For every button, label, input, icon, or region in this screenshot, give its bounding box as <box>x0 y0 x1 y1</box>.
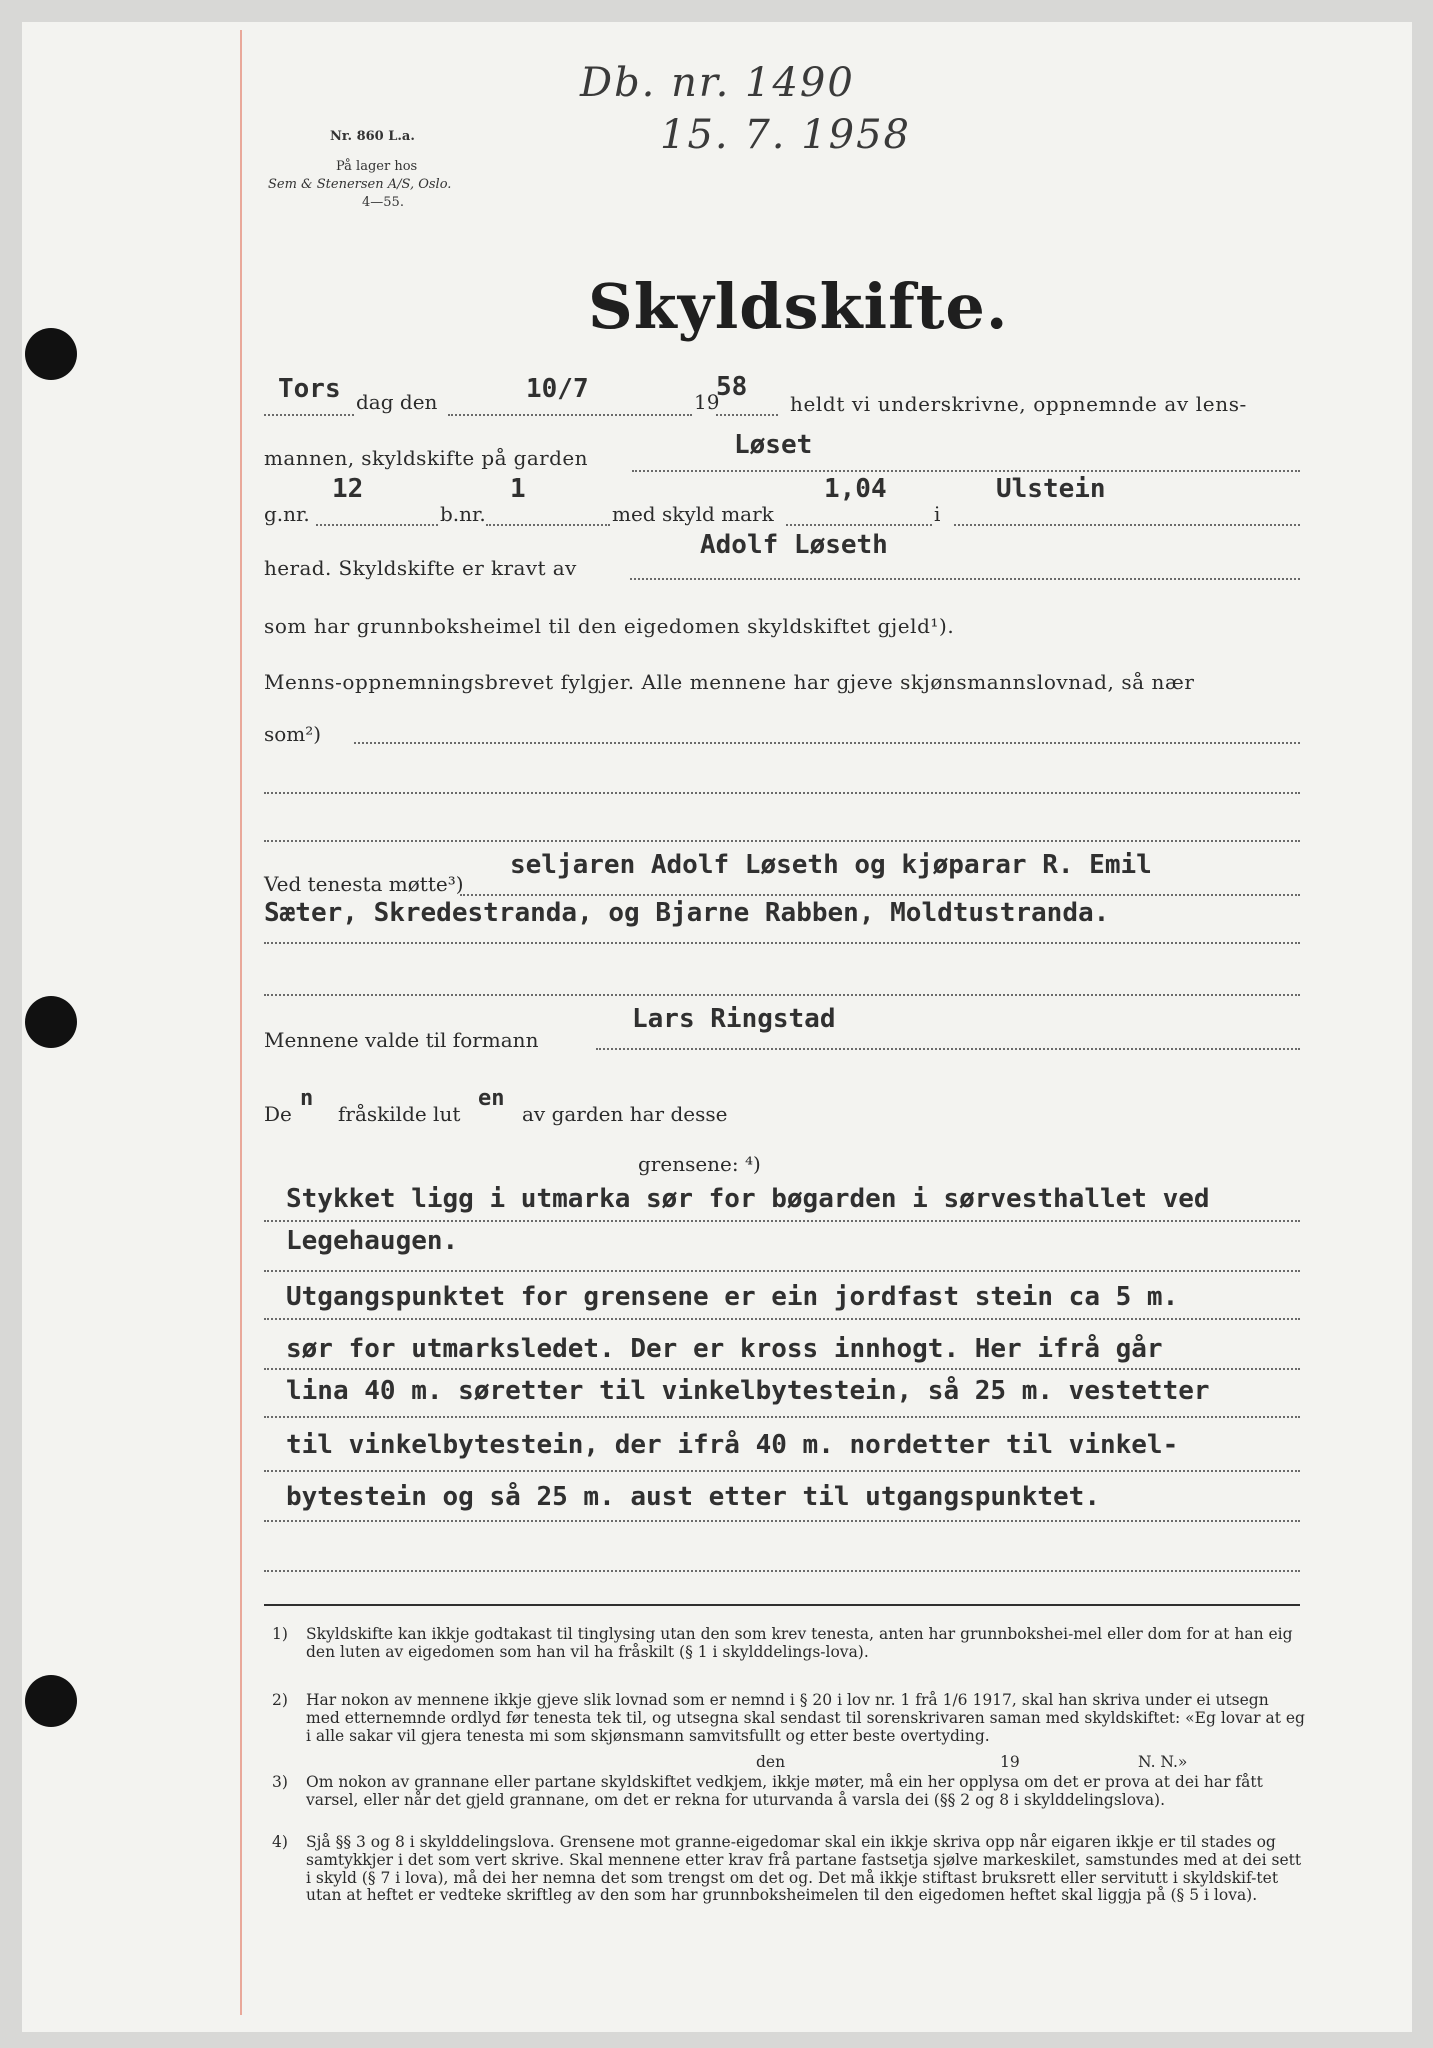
handwritten-date: 15. 7. 1958 <box>660 112 912 158</box>
fill-line <box>786 524 932 526</box>
boundary-line-4: sør for utmarksledet. Der er kross innhogt. Her ifrå går <box>286 1334 1163 1364</box>
boundary-line-3: Utgangspunktet for grensene er ein jordfast stein ca 5 m. <box>286 1282 1179 1312</box>
fill-line <box>630 578 1300 580</box>
oath-text: Menns-oppnemningsbrevet fylgjer. Alle mennene har gjeve skjønsmannslovnad, så nær <box>264 670 1195 694</box>
boundaries-label: grensene: ⁴) <box>638 1152 761 1176</box>
attendees-line-2: Sæter, Skredestranda, og Bjarne Rabben, Moldtustranda. <box>264 898 1110 928</box>
lut-label: fråskilde lut <box>338 1102 461 1126</box>
intro-text: heldt vi underskrivne, oppnemnde av lens- <box>790 392 1247 416</box>
attendees-line-1: seljaren Adolf Løseth og kjøparar R. Emil <box>510 850 1152 880</box>
fill-line <box>448 414 692 416</box>
chairman-label: Mennene valde til formann <box>264 1028 539 1052</box>
punch-hole-top <box>25 328 77 380</box>
boundary-line-6: til vinkelbytestein, der ifrå 40 m. nordetter til vinkel- <box>286 1430 1179 1460</box>
i-label: i <box>934 502 941 526</box>
gnr-label: g.nr. <box>264 502 310 526</box>
punch-hole-middle <box>25 996 77 1048</box>
heimel-text: som har grunnboksheimel til den eigedomen skyldskiftet gjeld¹). <box>264 614 955 638</box>
de-label: De <box>264 1102 292 1126</box>
attendees-label: Ved tenesta møtte³) <box>264 872 464 896</box>
footnote-3 <box>272 1774 1306 1834</box>
skyld-value: 1,04 <box>824 474 887 504</box>
fill-line <box>264 1570 1300 1572</box>
de-suffix: n <box>300 1086 314 1111</box>
fill-line <box>264 1270 1300 1272</box>
footnote-4-number: 4) <box>272 1833 288 1851</box>
lut-suffix: en <box>478 1086 505 1111</box>
fill-line <box>460 894 1300 896</box>
punch-hole-bottom <box>25 1675 77 1727</box>
bnr-value: 1 <box>510 474 526 504</box>
farm-label: mannen, skyldskifte på garden <box>264 446 588 470</box>
fill-line <box>716 414 778 416</box>
form-number: Nr. 860 L.a. <box>330 129 415 144</box>
footnote-2-text: Har nokon av mennene ikkje gjeve slik lovnad som er nemnd i § 20 i lov nr. 1 frå 1/6 1917, skal han skriva under ei utsegn med etternemnde ordlyd før tenesta tek til, og utsegna skal sendast til sorenskrivaren saman med skyldskiftet: «Eg lovar at eg i alle sakar vil gjera tenesta mi som skjønsmann samvitsfullt og etter beste overtyding. <box>306 1691 1305 1745</box>
fill-line <box>264 1220 1300 1222</box>
publisher-name: Sem & Stenersen A/S, Oslo. <box>268 177 452 192</box>
footnote-1-number: 1) <box>272 1625 288 1643</box>
fill-line <box>354 742 1300 744</box>
boundary-line-5: lina 40 m. søretter til vinkelbytestein, så 25 m. vestetter <box>286 1376 1210 1406</box>
gnr-value: 12 <box>332 474 364 504</box>
skyld-label: med skyld mark <box>612 502 774 526</box>
fill-line <box>264 414 354 416</box>
day-of-week-value: Tors <box>278 374 341 404</box>
footnote-divider <box>264 1604 1300 1606</box>
footnote-1-text: Skyldskifte kan ikkje godtakast til tinglysing utan den som krev tenesta, anten har grunnbokshei-mel eller dom for at han eig den luten av eigedomen som han vil ha fråskilt (§ 1 i skylddelings-lova). <box>306 1625 1293 1661</box>
fill-line <box>264 1520 1300 1522</box>
footnote-4-text: Sjå §§ 3 og 8 i skylddelingslova. Grensene mot granne-eigedomar skal ein ikkje skriva opp når eigaren ikkje er til stades og samtykkjer i det som vert skrive. Skal mennene etter krav frå partane fastsetja sjølve markeskilet, samstundes med at dei sett i skyld (§ 7 i lova), må dei her nemna det som trengst om det og. Det må ikkje stiftast bruksrett eller servitutt i skyldskif-tet utan at heftet er vedteke skriftleg av den som har grunnboksheimelen til den eigedomen heftet skal liggja på (§ 5 i lova). <box>306 1833 1302 1905</box>
dag-den-label: dag den <box>356 390 438 414</box>
fill-line <box>632 470 1300 472</box>
footnote-3-number: 3) <box>272 1773 288 1791</box>
herad-value: Ulstein <box>996 474 1106 504</box>
footnote-3-text: Om nokon av grannane eller partane skyldskiftet vedkjem, ikkje møter, må ein her opplysa om det er prova at dei har fått varsel, eller når det gjeld grannane, om det er rekna for uturvanda å varsla dei (§§ 2 og 8 i skylddelingslova). <box>306 1773 1263 1809</box>
fill-line <box>596 1048 1300 1050</box>
som-label: som²) <box>264 722 322 746</box>
requester-label: herad. Skyldskifte er kravt av <box>264 556 577 580</box>
boundary-line-1: Stykket ligg i utmarka sør for bøgarden i sørvesthallet ved <box>286 1184 1210 1214</box>
fill-line <box>316 524 438 526</box>
fill-line <box>954 524 1300 526</box>
stock-note: På lager hos <box>336 159 418 174</box>
margin-line <box>240 30 242 2015</box>
footnote-2-year: 19 <box>1000 1753 1020 1771</box>
date-value: 10/7 <box>526 374 589 404</box>
footnote-4 <box>272 1834 1306 1974</box>
boundary-line-2: Legehaugen. <box>286 1226 459 1256</box>
footnote-2-number: 2) <box>272 1691 288 1709</box>
fill-line <box>264 994 1300 996</box>
print-code: 4—55. <box>362 195 404 210</box>
fill-line <box>264 1368 1300 1370</box>
bnr-label: b.nr. <box>440 502 486 526</box>
fill-line <box>264 1318 1300 1320</box>
fill-line <box>264 792 1300 794</box>
boundary-line-7: bytestein og så 25 m. aust etter til utgangspunktet. <box>286 1482 1100 1512</box>
footnote-1 <box>272 1626 1306 1686</box>
farm-name-value: Løset <box>734 430 813 460</box>
footnote-2-signature: N. N.» <box>1138 1753 1188 1771</box>
handwritten-docket-number: Db. nr. 1490 <box>580 60 855 106</box>
fill-line <box>486 524 610 526</box>
year-suffix-value: 58 <box>716 372 748 402</box>
fill-line <box>264 1470 1300 1472</box>
fill-line <box>264 1416 1300 1418</box>
requester-name-value: Adolf Løseth <box>700 530 888 560</box>
chairman-name-value: Lars Ringstad <box>632 1004 836 1034</box>
fill-line <box>264 840 1300 842</box>
page-title: Skyldskifte. <box>588 270 1009 343</box>
year-prefix: 19 <box>694 390 720 414</box>
garden-label: av garden har desse <box>522 1102 728 1126</box>
footnote-2-den: den <box>756 1753 786 1771</box>
fill-line <box>264 942 1300 944</box>
